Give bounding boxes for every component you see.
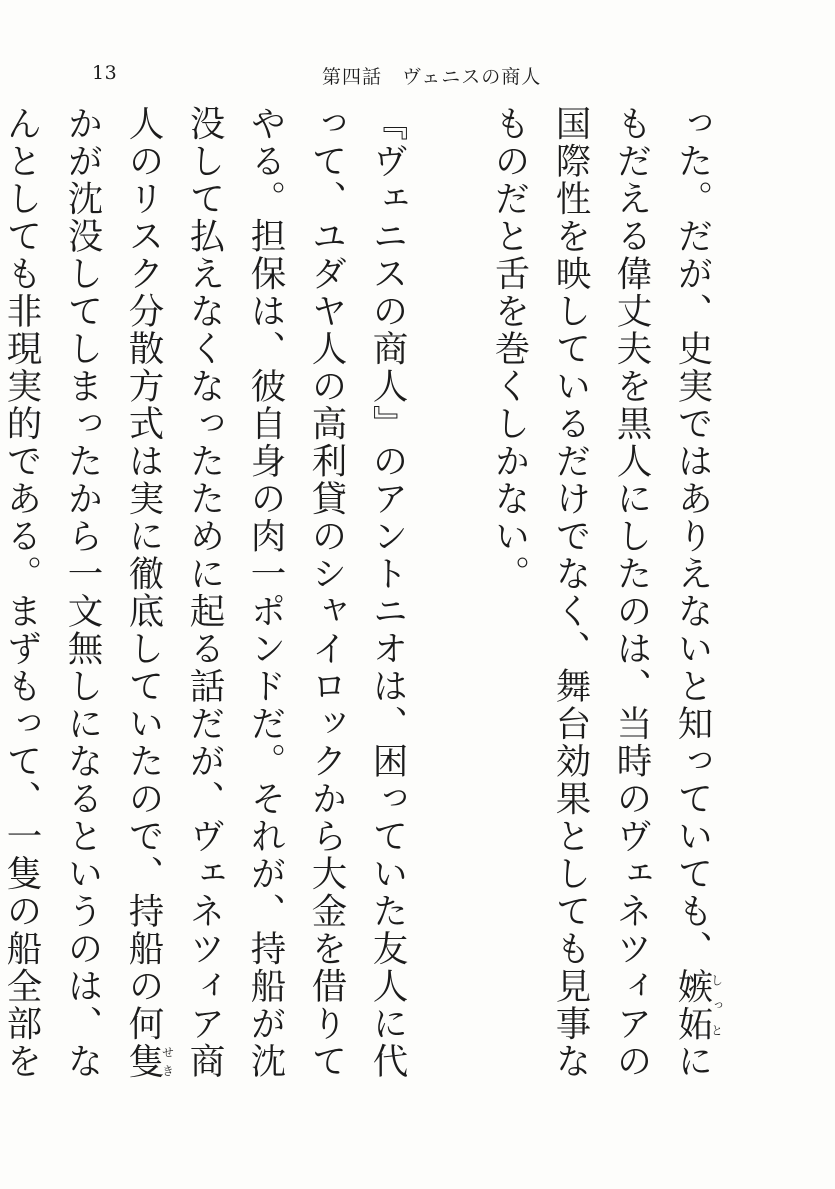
ruby-base: 隻	[123, 1042, 164, 1080]
paragraph-1-text-a: った。だが、史実ではありえないと知っていても、	[672, 105, 713, 968]
ruby-reading: せき	[160, 1042, 175, 1080]
paragraph-2-text-b: かが沈没してしまったから一文無しになるというのは、なんとしても非現実的である。まずもって、一隻の船全部を	[1, 105, 103, 1080]
vertical-body-text	[1, 105, 724, 1095]
paragraph-1-text-b: にもだえる偉丈夫を黒人にしたのは、当時のヴェネツィアの国際性を映しているだけでなく、舞台効果としても見事なものだと舌を巻くしかない。	[489, 105, 713, 1080]
furigana-seki	[123, 1042, 175, 1081]
paragraph-2-text-a: 『ヴェニスの商人』のアントニオは、困っていた友人に代って、ユダヤ人の高利貸のシャイロックから大金を借りてやる。担保は、彼自身の肉一ポンドだ。それが、持船が沈没して払えなくなったために起る話だが、ヴェネツィア商人のリスク分散方式は実に徹底していたので、持船の何	[123, 105, 408, 1080]
page-number: 13	[92, 62, 118, 84]
paragraph-1	[479, 105, 723, 1095]
running-title: 第四話 ヴェニスの商人	[322, 66, 542, 88]
ruby-reading: しっと	[709, 967, 724, 1043]
paragraph-gap	[418, 105, 479, 1095]
page-header	[0, 62, 835, 92]
furigana-shitto	[672, 967, 724, 1043]
paragraph-2	[0, 105, 418, 1095]
ruby-base: 嫉妬	[672, 967, 713, 1043]
